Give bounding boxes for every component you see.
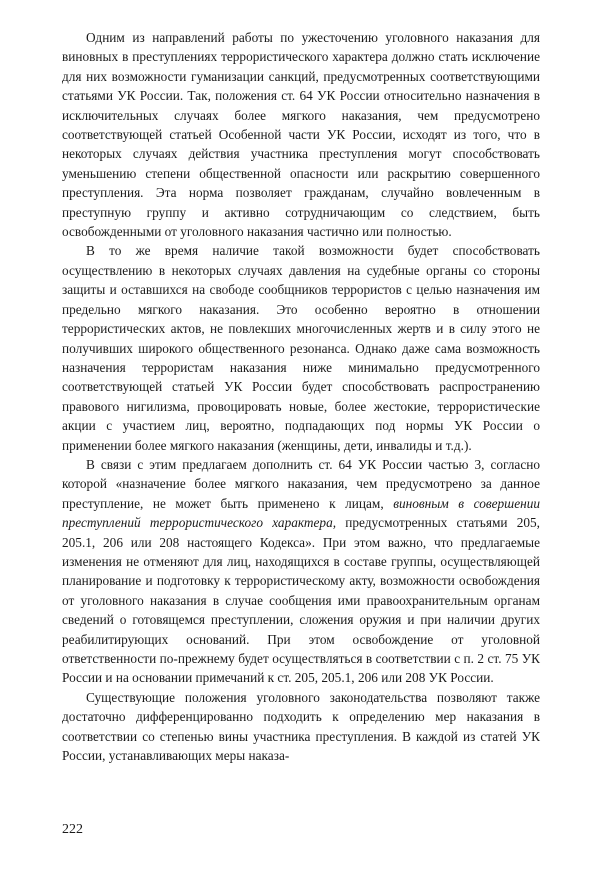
paragraph-2: В то же время наличие такой возможности будет способствовать осуществлению в некоторых случаях давления на судебные органы со стороны защиты и оставшихся на свободе сообщников террористов с целью назначения им предельно мягкого наказания. Это особенно вероятно в отношении террористических актов, не повлекших многочисленных жертв и в силу этого не получивших широкого общественного резонанса. Однако даже сама возможность назначения террористам наказания ниже минимально предусмотренного соответствующей статьей УК России будет способствовать распространению правового нигилизма, провоцировать новые, более жестокие, террористические акции с участием лиц, вероятно, подпадающих под нормы УК России о применении более мягкого наказания (женщины, дети, инвалиды и т.д.). bbox=[62, 243, 540, 453]
paragraph-3-text-after: предусмотренных статьями 205, 205.1, 206 или 208 настоящего Кодекса». При этом важно, что предлагаемые изменения не отменяют для лиц, находящихся в составе группы, осуществляющей планирование и подготовку к террористическому акту, возможности освобождения от уголовного наказания в случае сообщения ими правоохранительным органам сведений о готовящемся преступлении, сложения оружия и при наличии других реабилитирующих оснований. При этом освобождение от уголовной ответственности по-прежнему будет осуществляться в соответствии с п. 2 ст. 75 УК России и на основании примечаний к ст. 205, 205.1, 206 или 208 УК России. bbox=[62, 515, 540, 686]
paragraph-1: Одним из направлений работы по ужесточению уголовного наказания для виновных в преступлениях террористического характера должно стать исключение для них возможности гуманизации санкций, предусмотренных соответствующими статьями УК России. Так, положения ст. 64 УК России относительно назначения в исключительных случаях более мягкого наказания, чем предусмотрено соответствующей статьей Особенной части УК России, исходят из того, что в некоторых случаях действия участника преступления могут способствовать уменьшению степени общественной опасности или раскрытию совершенного преступления. Эта норма позволяет гражданам, случайно вовлеченным в преступную группу и активно сотрудничающим со следствием, быть освобожденными от уголовного наказания частично или полностью. bbox=[62, 30, 540, 240]
paragraph-3-text-before: В связи с этим предлагаем дополнить ст. 64 УК России частью 3, согласно которой «назначение более мягкого наказания, чем предусмотрено за данное преступление, не может быть применено к лицам, bbox=[62, 456, 540, 511]
paragraph-4: Существующие положения уголовного законодательства позволяют также достаточно дифференцированно подходить к определению мер наказания в соответствии со степенью вины участника преступления. В каждой из статей УК России, устанавливающих меры наказа- bbox=[62, 689, 540, 764]
body-text bbox=[62, 28, 540, 765]
paragraph-3-emphasis: виновным в совершении преступлений террористического характера, bbox=[62, 495, 540, 531]
paragraph-3 bbox=[62, 455, 540, 688]
page-number: 222 bbox=[62, 822, 83, 837]
